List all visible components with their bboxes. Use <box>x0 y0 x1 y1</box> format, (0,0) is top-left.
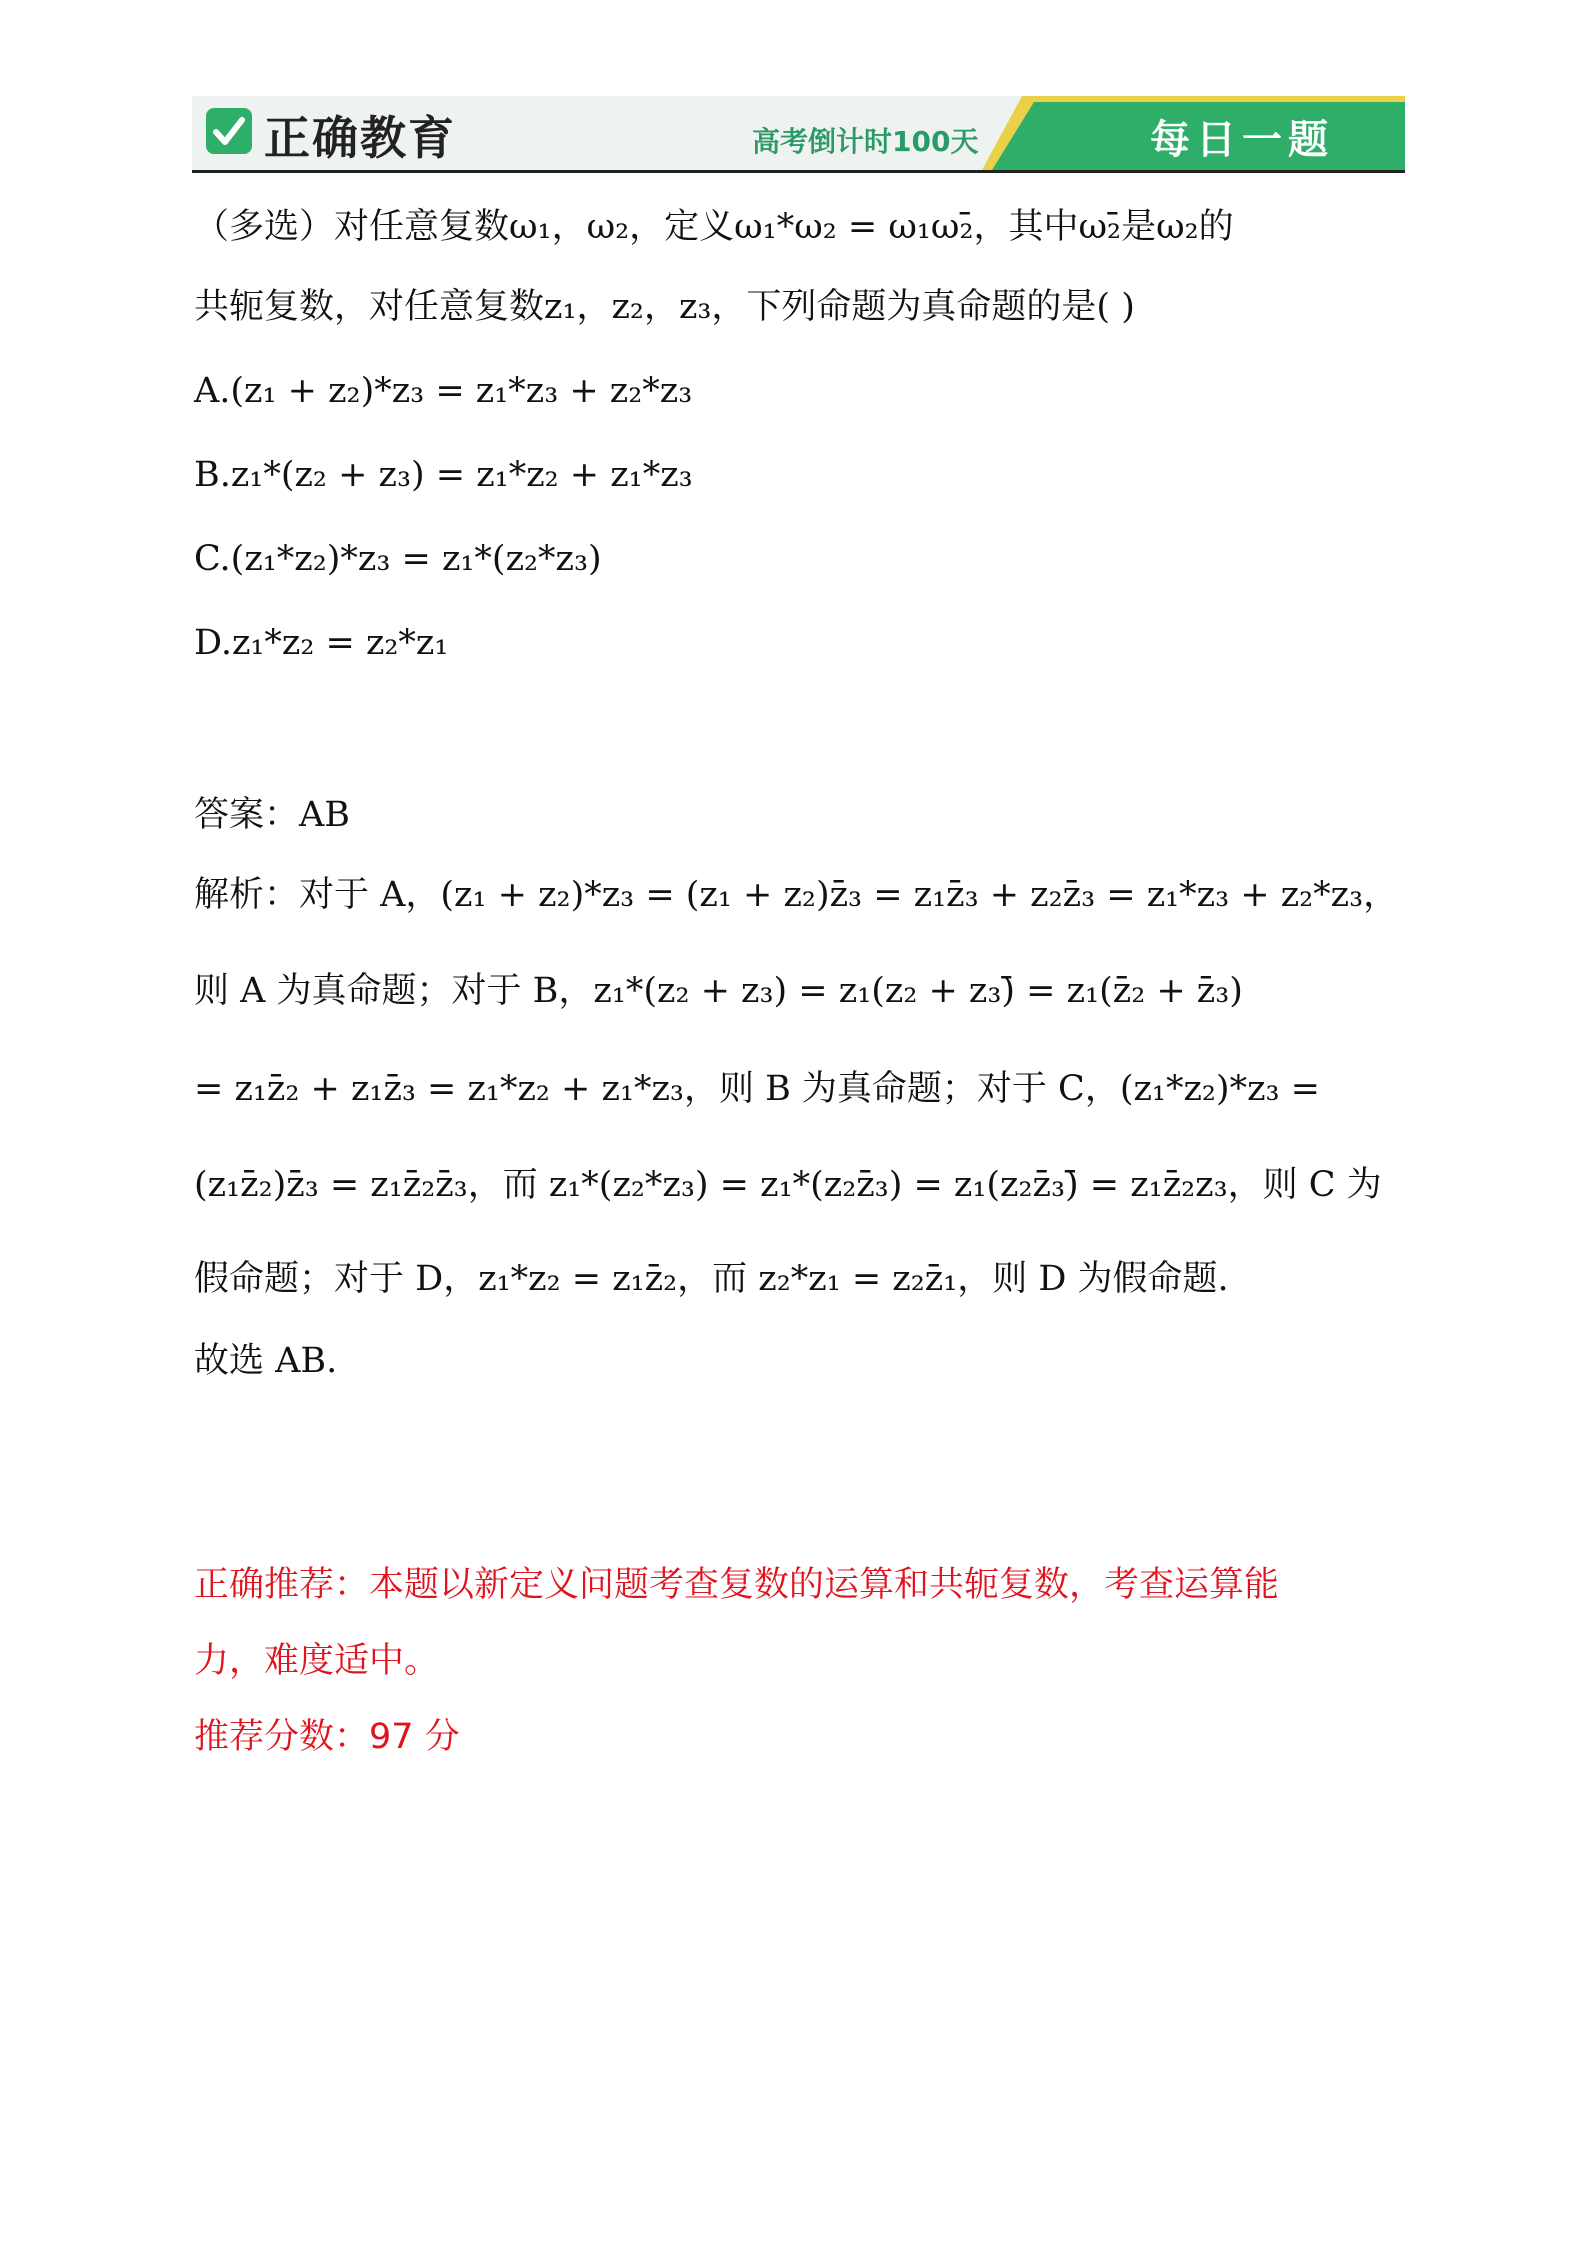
header-banner <box>192 96 1405 172</box>
daily-question-badge: 每日一题 <box>1150 117 1334 163</box>
question-line-1: （多选）对任意复数ω₁，ω₂，定义ω₁*ω₂ = ω₁ω₂̄，其中ω₂̄是ω₂的 <box>194 207 1234 247</box>
countdown-text: 高考倒计时100天 <box>752 125 979 158</box>
option-a: A.(z₁ + z₂)*z₃ = z₁*z₃ + z₂*z₃ <box>194 371 693 411</box>
option-d: D.z₁*z₂ = z₂*z₁ <box>194 623 449 663</box>
analysis-line-5: 假命题；对于 D，z₁*z₂ = z₁z̄₂，而 z₂*z₁ = z₂z̄₁，则 D 为假命题. <box>194 1259 1229 1299</box>
question-line-2: 共轭复数，对任意复数z₁，z₂，z₃，下列命题为真命题的是( ) <box>194 287 1135 327</box>
option-b: B.z₁*(z₂ + z₃) = z₁*z₂ + z₁*z₃ <box>194 455 693 495</box>
recommendation-line-2: 力，难度适中。 <box>194 1641 440 1681</box>
answer-label: 答案： <box>194 795 300 835</box>
logo-text: 正确教育 <box>264 111 456 165</box>
analysis-line-2: 则 A 为真命题；对于 B，z₁*(z₂ + z₃) = z₁(z₂ + z₃)̄ = z₁(z̄₂ + z̄₃) <box>194 971 1243 1011</box>
header-rule <box>192 170 1405 173</box>
analysis-line-1: 解析：对于 A，(z₁ + z₂)*z₃ = (z₁ + z₂)z̄₃ = z₁z̄₃ + z₂z̄₃ = z₁*z₃ + z₂*z₃， <box>194 875 1399 915</box>
recommendation-score: 推荐分数：97 分 <box>194 1717 460 1757</box>
recommendation-line-1: 正确推荐：本题以新定义问题考查复数的运算和共轭复数，考查运算能 <box>194 1565 1280 1605</box>
analysis-line-3: = z₁z̄₂ + z₁z̄₃ = z₁*z₂ + z₁*z₃，则 B 为真命题；对于 C，(z₁*z₂)*z₃ = <box>194 1069 1320 1109</box>
answer-line <box>194 790 350 840</box>
checkmark-icon <box>206 108 252 154</box>
answer-value: AB <box>299 795 351 835</box>
option-c: C.(z₁*z₂)*z₃ = z₁*(z₂*z₃) <box>194 539 602 579</box>
analysis-line-6: 故选 AB. <box>194 1341 338 1381</box>
analysis-line-4: (z₁z̄₂)z̄₃ = z₁z̄₂z̄₃，而 z₁*(z₂*z₃) = z₁*(z₂z̄₃) = z₁(z₂z̄₃)̄ = z₁z̄₂z₃，则 C 为 <box>194 1165 1382 1205</box>
